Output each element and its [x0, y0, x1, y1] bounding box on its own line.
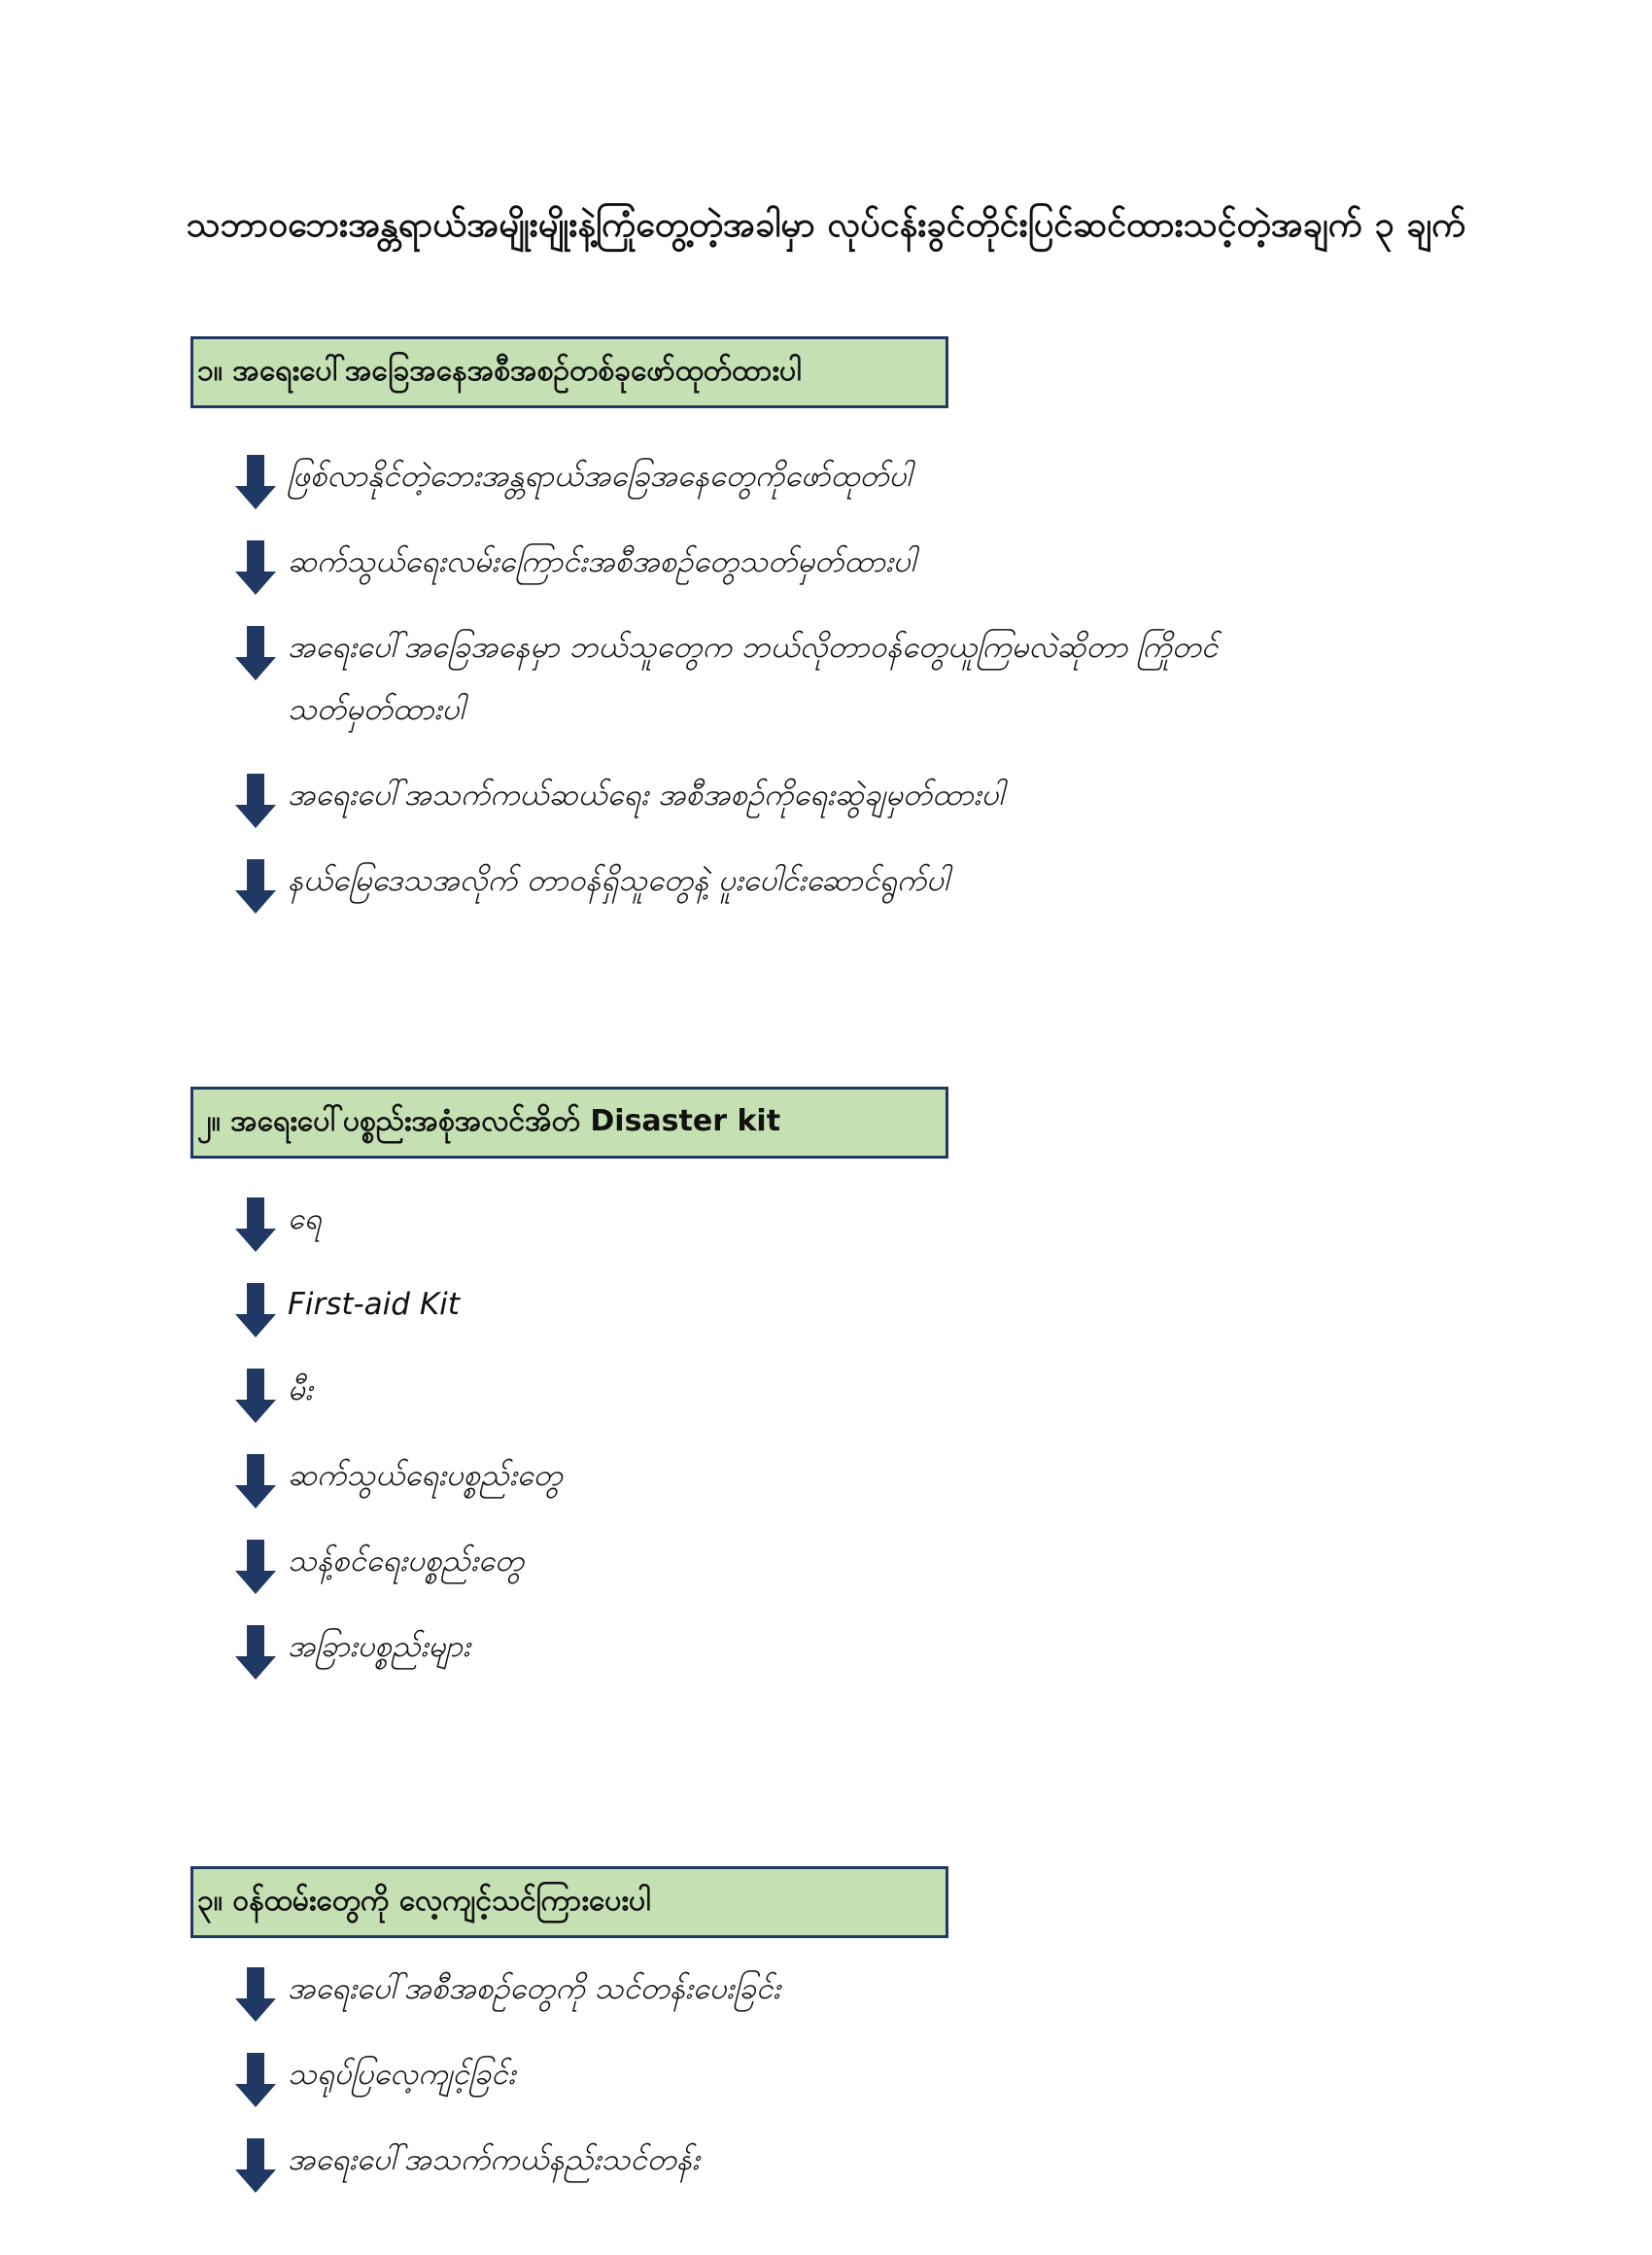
list-item — [190, 764, 1259, 826]
arrow-down-icon — [235, 1540, 276, 1594]
arrow-down-icon — [235, 1197, 276, 1252]
list-item-text: နယ်မြေဒေသအလိုက် တာဝန်ရှိသူတွေနဲ့ ပူးပေါင်းဆောင်ရွက်ပါ — [288, 863, 949, 898]
list-item — [190, 1359, 1259, 1421]
list-item-text: အခြားပစ္စည်းများ — [288, 1629, 470, 1664]
section-emergency-plan — [190, 336, 1219, 935]
section-disaster-kit — [190, 1087, 948, 1701]
list-item-text: ဖြစ်လာနိုင်တဲ့ဘေးအန္တရာယ်အခြေအနေတွေကိုဖော်ထုတ်ပါ — [288, 459, 912, 494]
list-item — [190, 1444, 1259, 1507]
item-list — [190, 445, 1219, 912]
item-list — [190, 1958, 948, 2191]
arrow-down-icon — [235, 2053, 276, 2107]
arrow-down-icon — [235, 1369, 276, 1423]
list-item — [190, 616, 1259, 741]
list-item — [190, 1188, 1259, 1250]
arrow-down-icon — [235, 540, 276, 595]
list-item — [190, 531, 1259, 593]
section-header: ၂။ အရေးပေါ်ပစ္စည်းအစုံအလင်အိတ် Disaster kit — [190, 1087, 948, 1159]
arrow-down-icon — [235, 455, 276, 509]
arrow-down-icon — [235, 1283, 276, 1337]
list-item-text: သရုပ်ပြလေ့ကျင့်ခြင်း — [288, 2057, 516, 2092]
list-item — [190, 850, 1259, 912]
list-item-text: ရေ — [288, 1201, 322, 1236]
arrow-down-icon — [235, 774, 276, 828]
page-title: သဘာဝဘေးအန္တရာယ်အမျိုးမျိုးနဲ့ကြုံတွေ့တဲ့အခါမှာ လုပ်ငန်းခွင်တိုင်းပြင်ဆင်ထားသင့်တဲ့အချက် ၃ ချက် — [186, 205, 1466, 245]
arrow-down-icon — [235, 1625, 276, 1680]
list-item — [190, 445, 1259, 507]
section-header: ၁။ အရေးပေါ်အခြေအနေအစီအစဥ်တစ်ခုဖော်ထုတ်ထားပါ — [190, 336, 948, 408]
list-item-text: မီး — [288, 1372, 313, 1407]
list-item-text: အရေးပေါ်အစီအစဥ်တွေကို သင်တန်းပေးခြင်း — [288, 1971, 781, 2006]
list-item-text: First-aid Kit — [288, 1287, 460, 1322]
item-list — [190, 1188, 948, 1678]
arrow-down-icon — [235, 1454, 276, 1509]
arrow-down-icon — [235, 2138, 276, 2193]
list-item-text: အရေးပေါ်အခြေအနေမှာ ဘယ်သူတွေက ဘယ်လိုတာဝန်တွေယူကြမလဲဆိုတာ ကြိုတင်သတ်မှတ်ထားပါ — [288, 630, 1219, 727]
list-item — [190, 1273, 1259, 1336]
list-item-text: အရေးပေါ်အသက်ကယ်နည်းသင်တန်း — [288, 2142, 700, 2177]
list-item — [190, 1615, 1259, 1678]
list-item-text: အရေးပေါ်အသက်ကယ်ဆယ်ရေး အစီအစဥ်ကိုရေးဆွဲချမှတ်ထားပါ — [288, 778, 1004, 813]
arrow-down-icon — [235, 1967, 276, 2022]
section-header: ၃။ ဝန်ထမ်းတွေကို လေ့ကျင့်သင်ကြားပေးပါ — [190, 1866, 948, 1938]
list-item-text: သန့်စင်ရေးပစ္စည်းတွေ — [288, 1544, 525, 1578]
section-staff-training — [190, 1866, 948, 2214]
list-item — [190, 1530, 1259, 1592]
arrow-down-icon — [235, 859, 276, 914]
list-item — [190, 2129, 1259, 2191]
list-item — [190, 1958, 1259, 2020]
list-item-text: ဆက်သွယ်ရေးလမ်းကြောင်းအစီအစဥ်တွေသတ်မှတ်ထားပါ — [288, 544, 915, 579]
list-item — [190, 2043, 1259, 2105]
arrow-down-icon — [235, 626, 276, 680]
list-item-text: ဆက်သွယ်ရေးပစ္စည်းတွေ — [288, 1458, 563, 1493]
